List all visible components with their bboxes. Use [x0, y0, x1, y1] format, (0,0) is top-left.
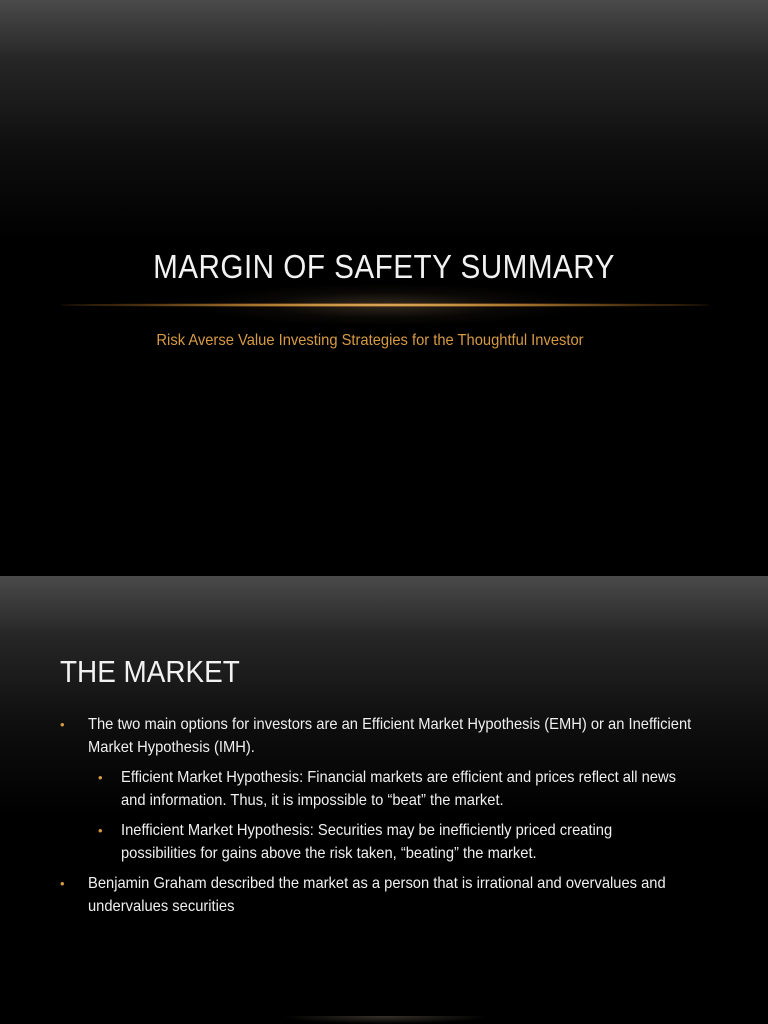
bullet-text: Inefficient Market Hypothesis: Securities may be inefficiently priced creating possibilities for gains above the risk taken, “beating” the market.	[121, 822, 613, 862]
bullet-item	[60, 873, 720, 918]
sub-bullet-item	[60, 767, 720, 812]
bullet-icon: •	[98, 770, 103, 785]
content-slide	[0, 576, 768, 1024]
bullet-list	[60, 714, 720, 926]
bullet-icon: •	[98, 823, 103, 838]
slide-subtitle: Risk Averse Value Investing Strategies for the Thoughtful Investor	[156, 332, 584, 349]
bullet-text: Efficient Market Hypothesis: Financial markets are efficient and prices reflect all news and information. Thus, it is impossible to “beat” the market.	[121, 769, 676, 809]
bullet-text: Benjamin Graham described the market as a person that is irrational and overvalues and undervalues securities	[88, 875, 666, 915]
sub-bullet-item	[60, 820, 720, 865]
next-slide-glow	[280, 1016, 490, 1024]
bullet-icon: •	[60, 876, 65, 891]
bullet-item	[60, 714, 720, 759]
bullet-icon: •	[60, 717, 65, 732]
slide-title: MARGIN OF SAFETY SUMMARY	[153, 248, 615, 285]
bullet-text: The two main options for investors are an Efficient Market Hypothesis (EMH) or an Inefficient Market Hypothesis (IMH).	[88, 716, 692, 756]
title-divider-glow	[60, 303, 710, 307]
content-slide-title: THE MARKET	[60, 654, 240, 689]
